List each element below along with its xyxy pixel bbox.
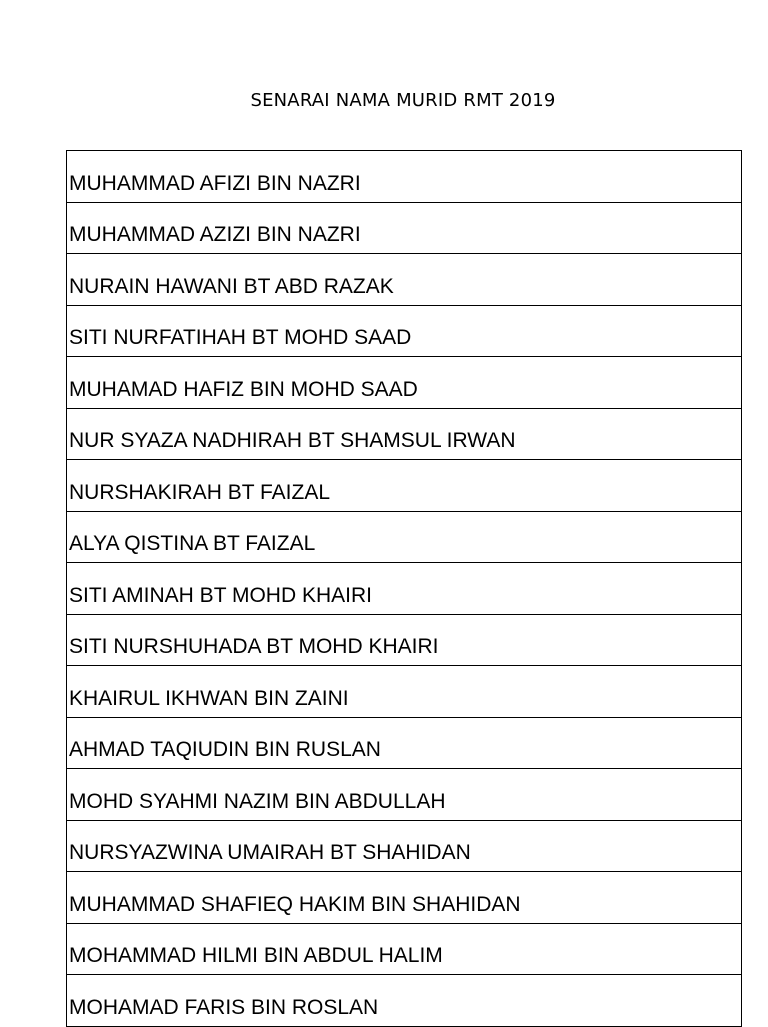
- page-title: SENARAI NAMA MURID RMT 2019: [250, 90, 556, 111]
- student-name-cell: MOHD SYAHMI NAZIM BIN ABDULLAH: [67, 769, 742, 821]
- student-name-cell: SITI AMINAH BT MOHD KHAIRI: [67, 563, 742, 615]
- student-name-cell: MUHAMMAD AZIZI BIN NAZRI: [67, 202, 742, 254]
- student-name-cell: NURSHAKIRAH BT FAIZAL: [67, 460, 742, 512]
- table-row: [67, 717, 742, 769]
- table-row: [67, 460, 742, 512]
- student-name-list: [67, 151, 742, 1027]
- student-name-cell: SITI NURFATIHAH BT MOHD SAAD: [67, 305, 742, 357]
- student-name-table: [66, 150, 742, 1027]
- student-name-cell: ALYA QISTINA BT FAIZAL: [67, 511, 742, 563]
- table-row: [67, 563, 742, 615]
- student-name-cell: MUHAMAD HAFIZ BIN MOHD SAAD: [67, 357, 742, 409]
- student-name-cell: MOHAMAD FARIS BIN ROSLAN: [67, 975, 742, 1027]
- student-name-cell: SITI NURSHUHADA BT MOHD KHAIRI: [67, 614, 742, 666]
- student-name-cell: MUHAMMAD SHAFIEQ HAKIM BIN SHAHIDAN: [67, 872, 742, 924]
- table-row: [67, 769, 742, 821]
- student-name-cell: MOHAMMAD HILMI BIN ABDUL HALIM: [67, 923, 742, 975]
- table-row: [67, 408, 742, 460]
- table-row: [67, 614, 742, 666]
- table-row: [67, 254, 742, 306]
- student-name-cell: NUR SYAZA NADHIRAH BT SHAMSUL IRWAN: [67, 408, 742, 460]
- table-row: [67, 975, 742, 1027]
- table-row: [67, 872, 742, 924]
- student-name-cell: NURAIN HAWANI BT ABD RAZAK: [67, 254, 742, 306]
- table-row: [67, 305, 742, 357]
- table-row: [67, 923, 742, 975]
- student-name-cell: NURSYAZWINA UMAIRAH BT SHAHIDAN: [67, 820, 742, 872]
- table-row: [67, 511, 742, 563]
- table-row: [67, 820, 742, 872]
- table-row: [67, 357, 742, 409]
- student-name-cell: MUHAMMAD AFIZI BIN NAZRI: [67, 151, 742, 203]
- student-name-cell: AHMAD TAQIUDIN BIN RUSLAN: [67, 717, 742, 769]
- table-row: [67, 666, 742, 718]
- table-row: [67, 151, 742, 203]
- student-name-cell: KHAIRUL IKHWAN BIN ZAINI: [67, 666, 742, 718]
- table-row: [67, 202, 742, 254]
